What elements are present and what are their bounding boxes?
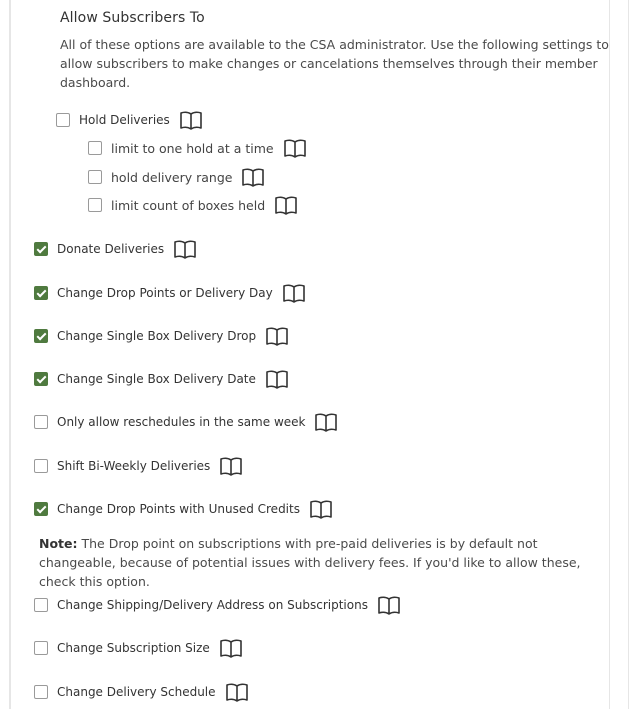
single-box-drop-checkbox[interactable] bbox=[34, 329, 48, 343]
limit-count-checkbox[interactable] bbox=[88, 198, 102, 212]
change-drop-day-label[interactable]: Change Drop Points or Delivery Day bbox=[57, 286, 273, 300]
option-hold-range[interactable] bbox=[88, 166, 264, 188]
book-icon[interactable] bbox=[284, 138, 306, 158]
same-week-checkbox[interactable] bbox=[34, 415, 48, 429]
biweekly-label[interactable]: Shift Bi-Weekly Deliveries bbox=[57, 459, 211, 473]
option-single-box-date[interactable] bbox=[34, 368, 288, 390]
option-delivery-schedule[interactable] bbox=[34, 681, 248, 703]
shipping-address-label[interactable]: Change Shipping/Delivery Address on Subscriptions bbox=[57, 598, 368, 612]
hold-deliveries-label[interactable]: Hold Deliveries bbox=[79, 113, 170, 127]
delivery-schedule-label[interactable]: Change Delivery Schedule bbox=[57, 685, 216, 699]
option-limit-count[interactable] bbox=[88, 194, 297, 216]
change-drop-day-checkbox[interactable] bbox=[34, 286, 48, 300]
book-icon[interactable] bbox=[180, 110, 202, 130]
section-description: All of these options are available to the CSA administrator. Use the following settings to allow subscribers to make changes or cancelations themselves through their member dashboard. bbox=[60, 37, 609, 90]
book-icon[interactable] bbox=[266, 326, 288, 346]
book-icon[interactable] bbox=[266, 369, 288, 389]
same-week-label[interactable]: Only allow reschedules in the same week bbox=[57, 415, 306, 429]
option-subscription-size[interactable] bbox=[34, 637, 242, 659]
hold-range-label[interactable]: hold delivery range bbox=[111, 169, 233, 185]
donate-deliveries-label[interactable]: Donate Deliveries bbox=[57, 242, 165, 256]
limit-count-label[interactable]: limit count of boxes held bbox=[111, 197, 266, 213]
option-donate-deliveries[interactable] bbox=[34, 238, 196, 260]
option-same-week[interactable] bbox=[34, 411, 337, 433]
unused-credits-note bbox=[39, 534, 609, 591]
book-icon[interactable] bbox=[174, 239, 196, 259]
book-icon[interactable] bbox=[220, 638, 242, 658]
note-text: The Drop point on subscriptions with pre-paid deliveries is by default not changeable, because of potential issues with delivery fees. If you'd like to allow these, check this option. bbox=[39, 536, 581, 589]
note-prefix: Note: bbox=[39, 536, 78, 551]
single-box-date-checkbox[interactable] bbox=[34, 372, 48, 386]
book-icon[interactable] bbox=[220, 456, 242, 476]
option-hold-deliveries[interactable] bbox=[56, 109, 202, 131]
option-limit-one-hold[interactable] bbox=[88, 137, 306, 159]
subscription-size-checkbox[interactable] bbox=[34, 641, 48, 655]
book-icon[interactable] bbox=[242, 167, 264, 187]
limit-one-hold-label[interactable]: limit to one hold at a time bbox=[111, 140, 274, 156]
section-title: Allow Subscribers To bbox=[60, 10, 205, 26]
book-icon[interactable] bbox=[378, 595, 400, 615]
hold-deliveries-checkbox[interactable] bbox=[56, 113, 70, 127]
book-icon[interactable] bbox=[315, 412, 337, 432]
biweekly-checkbox[interactable] bbox=[34, 459, 48, 473]
limit-one-hold-checkbox[interactable] bbox=[88, 141, 102, 155]
delivery-schedule-checkbox[interactable] bbox=[34, 685, 48, 699]
option-shipping-address[interactable] bbox=[34, 594, 400, 616]
option-change-drop-day[interactable] bbox=[34, 282, 305, 304]
book-icon[interactable] bbox=[310, 499, 332, 519]
donate-deliveries-checkbox[interactable] bbox=[34, 242, 48, 256]
book-icon[interactable] bbox=[226, 682, 248, 702]
subscription-size-label[interactable]: Change Subscription Size bbox=[57, 641, 210, 655]
book-icon[interactable] bbox=[283, 283, 305, 303]
option-biweekly[interactable] bbox=[34, 455, 242, 477]
option-unused-credits[interactable] bbox=[34, 498, 332, 520]
hold-range-checkbox[interactable] bbox=[88, 170, 102, 184]
shipping-address-checkbox[interactable] bbox=[34, 598, 48, 612]
unused-credits-label[interactable]: Change Drop Points with Unused Credits bbox=[57, 502, 300, 516]
single-box-drop-label[interactable]: Change Single Box Delivery Drop bbox=[57, 329, 257, 343]
book-icon[interactable] bbox=[275, 195, 297, 215]
option-single-box-drop[interactable] bbox=[34, 325, 288, 347]
unused-credits-checkbox[interactable] bbox=[34, 502, 48, 516]
single-box-date-label[interactable]: Change Single Box Delivery Date bbox=[57, 372, 256, 386]
